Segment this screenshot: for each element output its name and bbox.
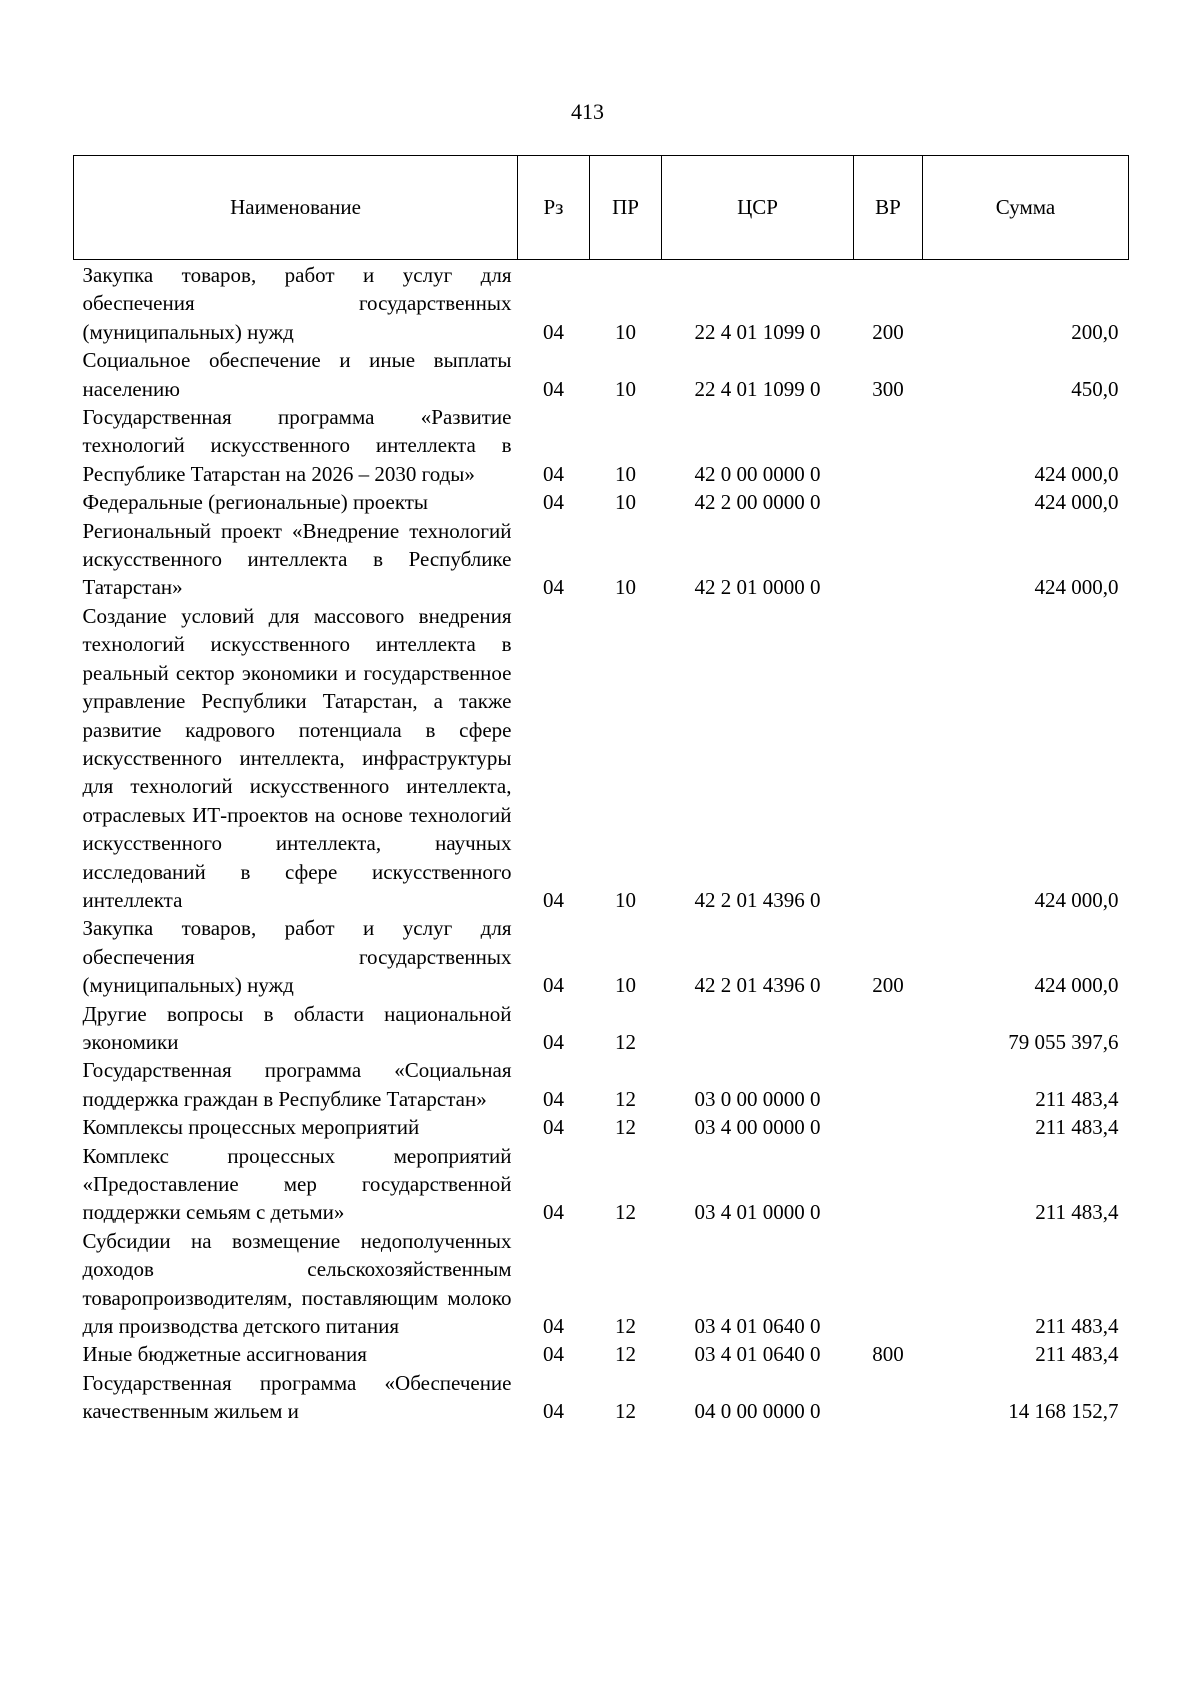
row-pr: 10	[615, 319, 636, 344]
row-name: Комплекс процессных мероприятий «Предоставление мер государственной поддержки семьям с детьми»	[82, 1143, 512, 1225]
budget-table	[73, 155, 1129, 1426]
row-rz: 04	[543, 376, 564, 401]
header-rz: Рз	[518, 156, 590, 260]
row-vr	[854, 1056, 923, 1113]
row-csr: 22 4 01 1099 0	[694, 376, 821, 401]
row-vr	[854, 1369, 923, 1426]
row-sum: 424 000,0	[1034, 887, 1119, 912]
table-row	[74, 1369, 1129, 1426]
row-pr: 12	[615, 1342, 636, 1367]
row-pr: 10	[615, 887, 636, 912]
row-rz: 04	[543, 1314, 564, 1339]
row-csr: 42 2 01 4396 0	[694, 887, 821, 912]
row-name: Иные бюджетные ассигнования	[82, 1342, 367, 1367]
table-row	[74, 914, 1129, 999]
row-csr: 22 4 01 1099 0	[694, 319, 821, 344]
row-sum: 424 000,0	[1034, 490, 1119, 515]
row-name: Комплексы процессных мероприятий	[82, 1115, 420, 1140]
row-name: Региональный проект «Внедрение технологий искусственного интеллекта в Республике Татарстан»	[82, 518, 512, 600]
row-name: Государственная программа «Развитие технологий искусственного интеллекта в Республике Татарстан на 2026 – 2030 годы»	[82, 405, 512, 486]
row-name: Создание условий для массового внедрения технологий искусственного интеллекта в реальный сектор экономики и государственное управление Республики Татарстан, а также развитие кадрового потенциала в сфере искусственного интеллекта, инфраструктуры для технологий искусственного интеллекта, отраслевых ИТ-проектов на основе технологий искусственного интеллекта, научных исследований в сфере искусственного интеллекта	[82, 603, 512, 912]
row-sum: 211 483,4	[1035, 1086, 1119, 1111]
header-vr: ВР	[854, 156, 923, 260]
table-row	[74, 1056, 1129, 1113]
row-name: Социальное обеспечение и иные выплаты населению	[82, 348, 512, 401]
table-row	[74, 1340, 1129, 1368]
row-name: Другие вопросы в области национальной экономики	[82, 1001, 512, 1054]
row-csr: 42 2 01 4396 0	[694, 973, 821, 998]
row-vr	[854, 602, 923, 914]
row-rz: 04	[543, 319, 564, 344]
row-csr: 03 0 00 0000 0	[694, 1086, 821, 1111]
row-rz: 04	[543, 490, 564, 515]
table-row	[74, 403, 1129, 488]
row-vr	[854, 1113, 923, 1141]
row-sum: 200,0	[1071, 319, 1119, 344]
row-pr: 12	[615, 1029, 636, 1054]
row-sum: 424 000,0	[1034, 575, 1119, 600]
table-header	[74, 156, 1129, 260]
row-csr: 42 0 00 0000 0	[694, 461, 821, 486]
row-pr: 10	[615, 973, 636, 998]
row-rz: 04	[543, 1029, 564, 1054]
row-vr	[854, 1000, 923, 1057]
row-sum: 211 483,4	[1035, 1200, 1119, 1225]
table-row	[74, 517, 1129, 602]
table-row	[74, 1227, 1129, 1341]
row-vr	[854, 403, 923, 488]
row-name: Федеральные (региональные) проекты	[82, 490, 429, 515]
row-vr	[854, 1142, 923, 1227]
row-vr	[854, 488, 923, 516]
header-sum: Сумма	[923, 156, 1129, 260]
row-csr: 03 4 01 0640 0	[694, 1342, 821, 1367]
row-rz: 04	[543, 1399, 564, 1424]
row-sum: 211 483,4	[1035, 1314, 1119, 1339]
row-csr: 03 4 00 0000 0	[694, 1115, 821, 1140]
row-pr: 10	[615, 376, 636, 401]
row-rz: 04	[543, 1115, 564, 1140]
page-number: 413	[571, 99, 604, 124]
row-pr: 10	[615, 490, 636, 515]
table-row	[74, 602, 1129, 914]
row-pr: 10	[615, 461, 636, 486]
header-name: Наименование	[74, 156, 518, 260]
row-vr	[854, 517, 923, 602]
row-name: Субсидии на возмещение недополученных доходов сельскохозяйственным товаропроизводителям, поставляющим молоко для производства детского питания	[82, 1228, 512, 1339]
row-rz: 04	[543, 1342, 564, 1367]
row-vr: 300	[872, 376, 904, 401]
row-csr: 04 0 00 0000 0	[694, 1399, 821, 1424]
row-sum: 424 000,0	[1034, 973, 1119, 998]
row-sum: 211 483,4	[1035, 1115, 1119, 1140]
row-csr	[662, 1000, 854, 1057]
row-pr: 12	[615, 1399, 636, 1424]
row-name: Закупка товаров, работ и услуг для обеспечения государственных (муниципальных) нужд	[82, 263, 512, 344]
row-sum: 424 000,0	[1034, 461, 1119, 486]
row-vr	[854, 1227, 923, 1341]
row-name: Государственная программа «Социальная поддержка граждан в Республике Татарстан»	[82, 1058, 512, 1111]
row-vr: 200	[872, 973, 904, 998]
row-rz: 04	[543, 1200, 564, 1225]
row-csr: 42 2 01 0000 0	[694, 575, 821, 600]
table-row	[74, 1142, 1129, 1227]
row-vr: 200	[872, 319, 904, 344]
row-csr: 42 2 00 0000 0	[694, 490, 821, 515]
row-csr: 03 4 01 0640 0	[694, 1314, 821, 1339]
table-row	[74, 260, 1129, 347]
row-name: Закупка товаров, работ и услуг для обеспечения государственных (муниципальных) нужд	[82, 916, 512, 998]
header-row	[74, 156, 1129, 260]
row-pr: 12	[615, 1200, 636, 1225]
row-rz: 04	[543, 461, 564, 486]
table-row	[74, 1113, 1129, 1141]
row-vr: 800	[872, 1342, 904, 1367]
row-rz: 04	[543, 575, 564, 600]
row-rz: 04	[543, 973, 564, 998]
row-rz: 04	[543, 887, 564, 912]
row-sum: 211 483,4	[1035, 1342, 1119, 1367]
row-pr: 10	[615, 575, 636, 600]
table-row	[74, 1000, 1129, 1057]
row-csr: 03 4 01 0000 0	[694, 1200, 821, 1225]
row-pr: 12	[615, 1115, 636, 1140]
table-row	[74, 346, 1129, 403]
row-name: Государственная программа «Обеспечение качественным жильем и	[82, 1370, 512, 1424]
row-pr: 12	[615, 1314, 636, 1339]
header-csr: ЦСР	[662, 156, 854, 260]
table-body	[74, 260, 1129, 1426]
table-row	[74, 488, 1129, 516]
row-sum: 14 168 152,7	[1008, 1399, 1119, 1424]
row-sum: 79 055 397,6	[1008, 1029, 1119, 1054]
row-rz: 04	[543, 1086, 564, 1111]
row-sum: 450,0	[1071, 376, 1119, 401]
row-pr: 12	[615, 1086, 636, 1111]
header-pr: ПР	[590, 156, 662, 260]
